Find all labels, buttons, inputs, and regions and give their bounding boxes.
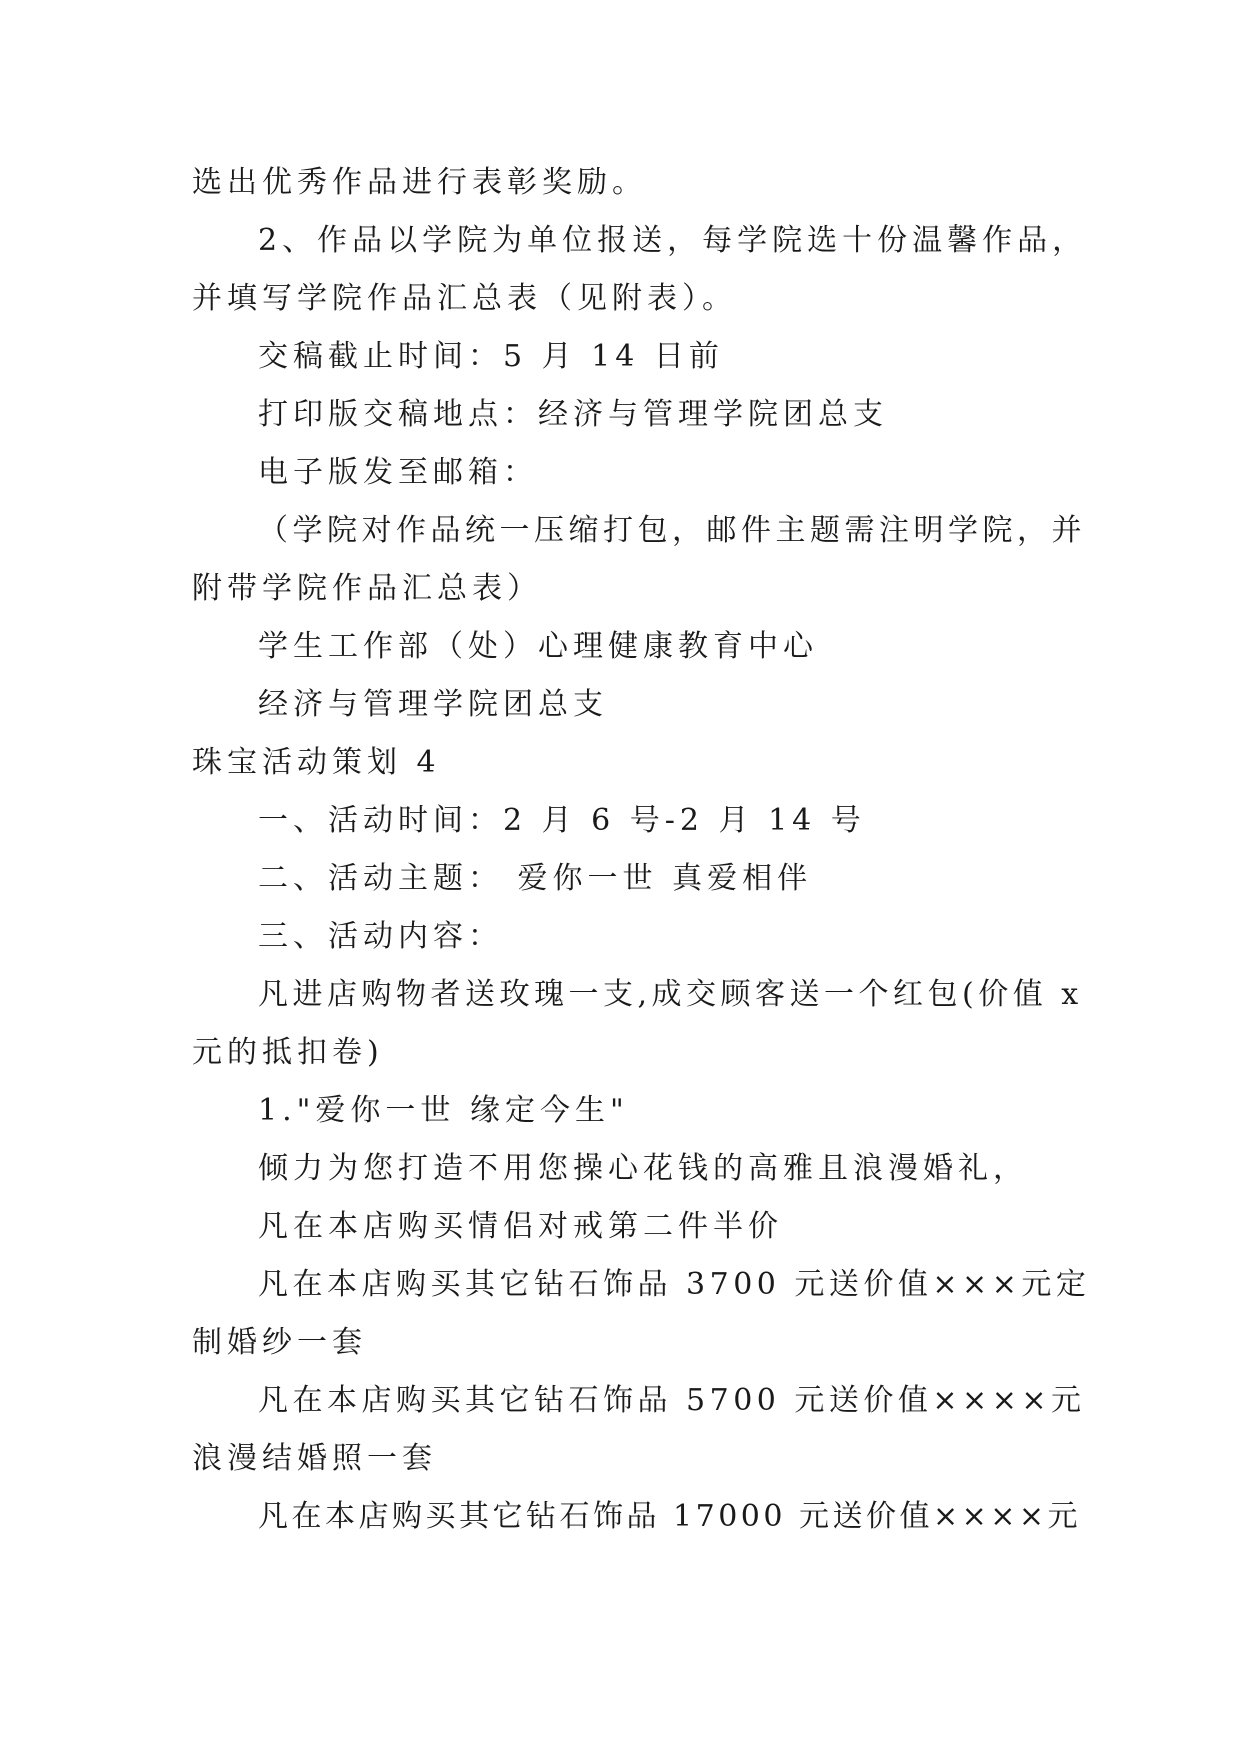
paragraph-line: 凡在本店购买其它钻石饰品 17000 元送价值××××元 (258, 1499, 1082, 1534)
paragraph-line: 附带学院作品汇总表） (192, 571, 542, 606)
paragraph-line: 凡在本店购买情侣对戒第二件半价 (258, 1209, 783, 1244)
paragraph-line: 凡在本店购买其它钻石饰品 3700 元送价值×××元定 (258, 1267, 1091, 1302)
paragraph-line: 元的抵扣卷) (192, 1035, 384, 1070)
paragraph-line: 一、活动时间：2 月 6 号-2 月 14 号 (258, 803, 866, 838)
paragraph-line: 凡在本店购买其它钻石饰品 5700 元送价值××××元 (258, 1383, 1086, 1418)
paragraph-line: 浪漫结婚照一套 (192, 1441, 437, 1476)
paragraph-line: 倾力为您打造不用您操心花钱的高雅且浪漫婚礼， (258, 1151, 1028, 1186)
paragraph-line: 并填写学院作品汇总表（见附表）。 (192, 281, 737, 316)
paragraph-line: 二、活动主题： 爱你一世 真爱相伴 (258, 861, 813, 896)
paragraph-line: （学院对作品统一压缩打包，邮件主题需注明学院，并 (258, 513, 1086, 548)
section-heading: 珠宝活动策划 4 (192, 745, 441, 780)
paragraph-line: 2、作品以学院为单位报送，每学院选十份温馨作品， (258, 223, 1088, 258)
paragraph-line: 经济与管理学院团总支 (258, 687, 608, 722)
paragraph-line: 电子版发至邮箱： (258, 455, 538, 490)
paragraph-line: 凡进店购物者送玫瑰一支,成交顾客送一个红包(价值 x (258, 977, 1083, 1012)
paragraph-line: 制婚纱一套 (192, 1325, 367, 1360)
paragraph-line: 1."爱你一世 缘定今生" (258, 1093, 629, 1128)
paragraph-line: 选出优秀作品进行表彰奖励。 (192, 165, 647, 200)
paragraph-line: 学生工作部（处）心理健康教育中心 (258, 629, 818, 664)
paragraph-line: 打印版交稿地点：经济与管理学院团总支 (258, 397, 888, 432)
paragraph-line: 三、活动内容： (258, 919, 503, 954)
paragraph-line: 交稿截止时间：5 月 14 日前 (258, 339, 724, 374)
